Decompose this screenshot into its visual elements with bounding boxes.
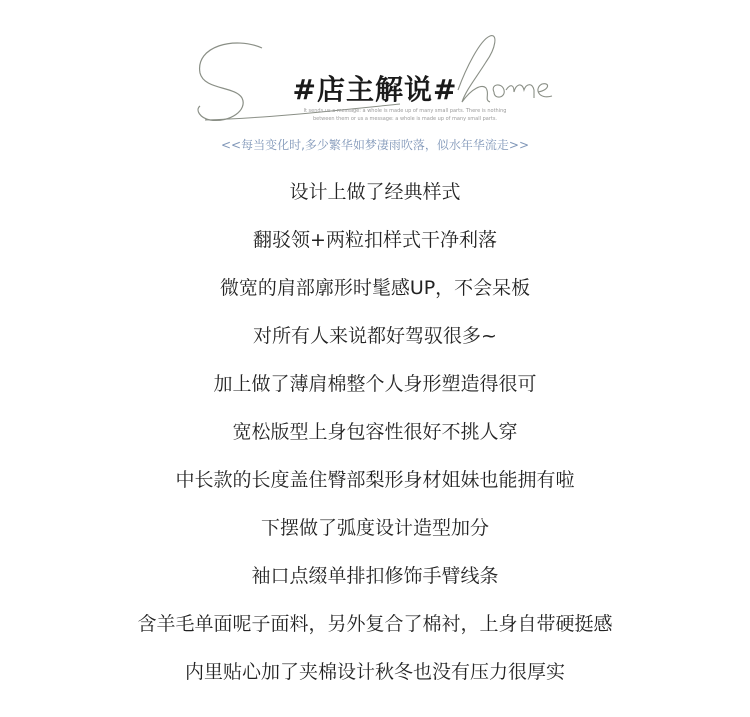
description-line: 微宽的肩部廓形时髦感UP，不会呆板	[219, 277, 531, 299]
description-line: 设计上做了经典样式	[289, 181, 461, 203]
description-line: 宽松版型上身包容性很好不挑人穿	[232, 421, 518, 443]
description-line: 内里贴心加了夹棉设计秋冬也没有压力很厚实	[184, 661, 565, 683]
small-print-line-1: It sends us a message: a whole is made up of many small parts. There is nothing	[303, 108, 507, 114]
description-line: 袖口点缀单排扣修饰手臂线条	[251, 565, 499, 587]
header	[0, 0, 750, 160]
description-line: 加上做了薄肩棉整个人身形塑造得很可	[213, 373, 537, 395]
description-line: 含羊毛单面呢子面料，另外复合了棉衬，上身自带硬挺感	[137, 613, 613, 635]
description-line: 中长款的长度盖住臀部梨形身材姐妹也能拥有啦	[175, 469, 575, 491]
description-line: 翻驳领+两粒扣样式干净利落	[253, 229, 497, 251]
description-line: 下摆做了弧度设计造型加分	[260, 517, 489, 539]
section-title: #店主解说#	[292, 73, 458, 106]
description-list	[0, 172, 750, 700]
small-print-line-2: between them or us a message: a whole is made up of many small parts.	[312, 116, 498, 122]
tagline: <<每当变化时,多少繁华如梦凄雨吹落，似水年华流走>>	[220, 138, 530, 152]
description-line: 对所有人来说都好驾驭很多~	[253, 325, 497, 347]
